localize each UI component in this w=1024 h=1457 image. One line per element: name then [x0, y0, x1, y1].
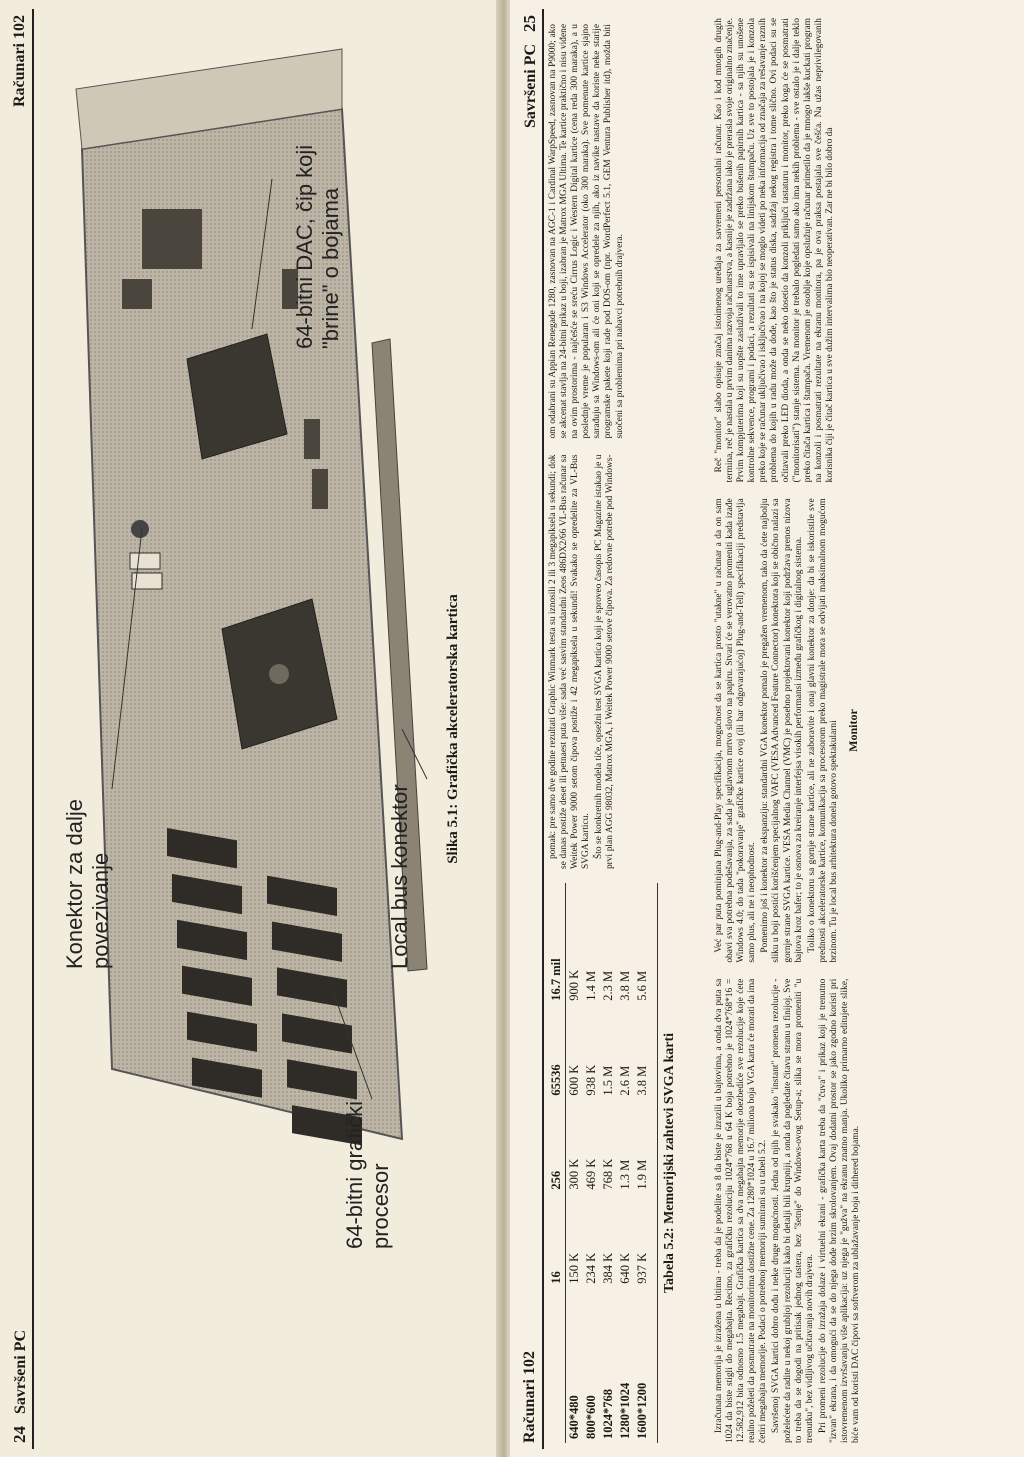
paragraph: Pri promeni rezolucije do izražaja dolaze i virtuelni ekrani - grafička karta treba da "čuva" i prikaz koji je trenutno "izvan" ekrana, i da omogući da se do njega dođe brzim skrolovanjem. Ovaj dodatni prostor se jako zgodno koristi pri istovremenom izvršavanju više aplikacija: uz njega je "gužva" na ekranu znatno manja. Ukoliko primarno editujete slike, biće vam od koristi DAC čipovi sa softverom za ublažavanje boja i dithered bojama. [817, 978, 862, 1443]
table-cell: 2.6 M [618, 1065, 632, 1096]
table-header-cell: 65536 [548, 1005, 566, 1100]
table-header-row [548, 883, 566, 1443]
right-footer-magazine: Računari 102 [521, 1351, 538, 1443]
paragraph: pomak: pre samo dve godine rezultati Graphic Winmark testa su iznosili 2 ili 3 megapiksela u sekundi; dok se danas postiže deset ili petnaest puta više: sada već sasvim standardni Zeos 486DX2/66 VL-Bus računar sa Weitek Power 9000 setom čipova postiže i 42 megapiksela u sekundi! Svakako se opredelite za VL-Bus SVGA karticu. [548, 454, 592, 869]
table-cell: 3.8 M [635, 1065, 649, 1096]
table-cell: 2.3 M [601, 970, 615, 1001]
callout-dac-chip: 64-bitni DAC, čip koji "brine" o bojama [292, 144, 344, 349]
table-row [600, 883, 617, 1443]
table-row [583, 883, 600, 1443]
paragraph: Reč "monitor" slabo opisuje značaj istoimenog uređaja za savremeni personalni računar. Kao i kod mnogih drugih termina, reč je nastala u prvim danima razvoja računarstva, a kasnije je zadržana iako je prerasla svoje originalno značenje. Prvim kompjuterima koji su uopšte zasluživali to ime upravljalo se preko bušenih papirnih kartica - sa njih su unošene kontrolne sekvence, programi i podaci, a rezultati su se ispisivali na linijskom štampaču. Uz sve to postojala je i konzola preko koje se računar uključivao i isključivao i na kojoj se moglo videti po neka informacija od značaja za rešavanje raznih problema do kojih u radu može da dođe, kao što je status diska, sadržaj nekog registra i tome slično. Ovi podaci su se očitavali preko LED dioda, a onda se neko dosetio da konzoli priključi tastaturu i monitor, preko koga će se posmatrati ("monitorisati") stanje sistema. Na monitor je trebalo pogledati samo ako ima nekih problema - sve ostalo je i dalje teklo preko čitača kartica i štampača. Vremenom je osoblje koje opslužuje računar primetilo da je mnogo lakše kuckati program na konzoli i posmatrati rezultate na ekranu monitora, pa je ova praksa postajala sve češća. Na užas neprivilegovanih korisnika čiji je čitač kartica u sve dužim intervalima bio neoperativan. Zar ne bi bilo dobro da [714, 18, 835, 483]
paragraph: Već par puta pominjana Plug-and-Play specifikacija, mogućnost da se kartica prosto "utakne" u računar a da on sam obavi sva potrebna podešavanja, za sada je uglavnom mrtvo slovo na papiru. Stvari će se verovatno promeniti kada izađe Windows 4.0; do tada "pokoravanje" grafičke kartice ovoj (ili bar odgovarajućoj) Plug-and-Tell) specifikaciji predstavlja samo plus, ali ne i neophodnost. [714, 498, 758, 963]
table-cell: 900 K [567, 969, 581, 1001]
paragraph: Što se konkretnih modela tiče, opsežni test SVGA kartica koji je sproveo časopis PC Magazine istakao je u prvi plan AGG 98032, Matrox MGA, i Weitek Power 9000 setove čipova. Za redovne potrebe pod Windows-om odabrani su Appian Renegade 1280, zasnovan na AGC-1 i Cardinal WarpSpeed, zasnovan na P9000; ako se akcenat stavlja na 24-bitni prikaz u boji, izabran je Matrox MGA Ultima. Te kartice praktično i nisu viđene na ovim prostorima - najčešće se sreću Cirrus Logic i Western Digital kartice (cena reda 300 maraka), a u poslednje vreme je popularan i S3 Windows Accelerator (oko 300 maraka). Sve pomenute kartice sjajno sarađuju sa Windows-om ali će oni koji se opredele za njih, ako iz navike nastave da koriste neke starije programske pakete koji rade pod DOS-om (npr. WordPerfect 5.1, GEM Ventura Publisher itd), možda biti suočeni sa problemima pri nabavci potrebnih drajvera. [548, 24, 625, 869]
table-cell: 1.4 M [584, 970, 598, 1001]
right-page-content [518, 9, 1018, 1449]
table-header-cell: 16.7 mil [548, 883, 566, 1005]
callout-graphics-processor: 64-bitni grafički procesor [342, 1101, 394, 1249]
table-header-cell: 256 [548, 1100, 566, 1194]
table-cell: 1280*1024 [618, 1382, 632, 1439]
table-cell: 1600*1200 [635, 1382, 649, 1439]
table-cell: 937 K [635, 1252, 649, 1284]
left-page-content [8, 9, 496, 1449]
table-cell: 1024*768 [601, 1389, 615, 1439]
table-cell: 800*600 [584, 1395, 598, 1439]
table-cell: 300 K [567, 1158, 581, 1190]
table-cell: 150 K [567, 1252, 581, 1284]
table-cell: 1.9 M [635, 1159, 649, 1190]
table-cell: 384 K [601, 1252, 615, 1284]
table-header-cell: 16 [548, 1194, 566, 1288]
callout-expansion-connector: Konektor za dalje povezivanje [62, 799, 114, 969]
table-cell: 640*480 [567, 1395, 581, 1439]
paragraph: Savršenoj SVGA kartici dobro dođu i neke druge mogućnosti. Jedna od njih je svakako "instant" promena rezolucije - poželećete da radite u nekoj grubljoj rezoluciji kako bi detalji bili krupniji, a onda da pogledate čitavu stranu u finijoj. Sve to treba da se dogodi na pritisak jednog tastera, bez "šetnje" do Windows-ovog Setup-a; slika se mora promeniti "u trenutku", bez vidljivog učitavanja novih drajvera. [771, 978, 815, 1443]
right-body-columns [714, 18, 984, 1443]
table-cell: 3.8 M [618, 970, 632, 1001]
svga-memory-table [548, 883, 651, 1443]
left-page-number: 24 [10, 1426, 29, 1443]
paragraph: Izračunata memorija je izražena u bitima - treba da je podelite sa 8 da biste je izrazili u bajtovima, a onda dva puta sa 1024 da biste stigli do megabajta. Recimo, za grafičku rezoluciju 1024*768 u 64 K boja potrebno je 1024*768*16 = 12.582,912 bita odnosno 1.5 megabajt. Grafička kartica sa dva megabajta memorije obezbediće sve rezolucije koje ćete realno poželeti da posmatrate na monitorima dostižne cene. Za 1280*1024 u 16.7 miliona boja VGA karta će morati da ima četiri megabajta memorije. Podaci o potrebnoj memoriji sumirani su u tabeli 5.2. [714, 978, 769, 1443]
table-cell: 234 K [584, 1252, 598, 1284]
left-footer-bar [8, 9, 34, 1449]
table-cell: 469 K [584, 1158, 598, 1190]
left-running-title: Savršeni PC [12, 1330, 29, 1414]
figure-caption: Slika 5.1: Grafička akceleratorska kartica [445, 594, 461, 864]
right-page-number: 25 [520, 15, 539, 32]
table-cell: 5.6 M [635, 970, 649, 1001]
graphics-card-illustration [42, 39, 442, 1389]
section-heading-monitor: Monitor [846, 709, 861, 752]
left-footer-magazine: Računari 102 [11, 15, 28, 107]
table-cell: 600 K [567, 1064, 581, 1096]
table-header-cell [548, 1288, 566, 1443]
callout-local-bus-connector: Local bus konektor [387, 784, 412, 969]
table-cell: 640 K [618, 1252, 632, 1284]
table-row [634, 883, 651, 1443]
right-running-title: Savršeni PC [522, 44, 539, 128]
right-footer-bar [518, 9, 544, 1449]
table-cell: 768 K [601, 1158, 615, 1190]
paragraph: Pomenimo još i konektor za ekspanziju: standardni VGA konektor pomalo je pregažen vremenom, tako da ćete najbolju sliku u boji postići korišćenjem specijalnog VAFC (VESA Advanced Feature Connector) konektora koji se obično nalazi sa gornje strane SVGA kartice. VESA Media Channel (VMC) je posebno projektovani konektor koji podržava prenos nizova bajtova kroz bafer; to je osnova za kreiranje interfejsa visokih performansi između grafičkog i digitalnog sistema. [760, 498, 804, 963]
table-cell: 938 K [584, 1064, 598, 1096]
table-row [617, 883, 634, 1443]
right-top-text [548, 24, 698, 869]
table-cell: 1.5 M [601, 1065, 615, 1096]
paragraph: Toliko o konektoru sa gornje strane kartice, ali ne zaboravite i onaj glavni konektor za donje: da bi se iskoristile sve prednosti akceleratorske kartice, komunikacija sa procesorom preko magistrale mora se odvijati maksimalnom mogućom brzinom. Tu je local bus arhitektura donela gotovo spektakularni [806, 498, 839, 963]
table-cell: 1.3 M [618, 1159, 632, 1190]
table-caption: Tabela 5.2: Memorijski zahtevi SVGA karti [657, 883, 678, 1443]
table-row [566, 883, 584, 1443]
